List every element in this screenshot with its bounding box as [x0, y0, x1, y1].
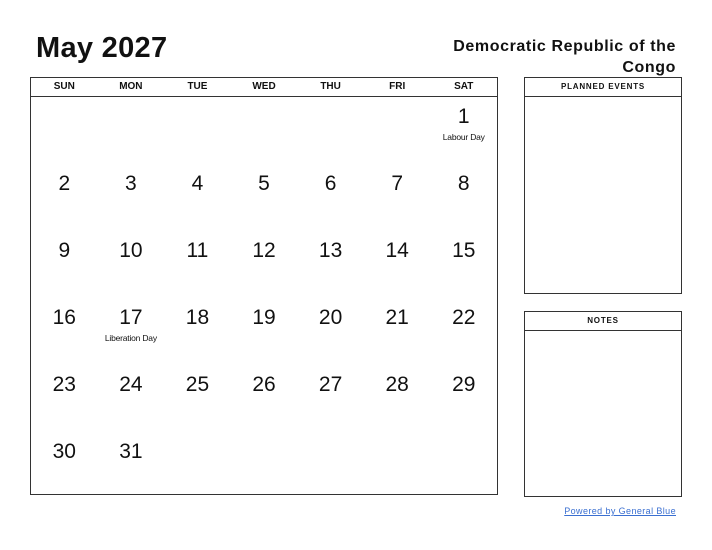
calendar-week-row: [31, 432, 497, 499]
weekday-label: FRI: [389, 81, 406, 92]
day-number: 25: [185, 373, 210, 396]
powered-by-link[interactable]: Powered by General Blue: [564, 506, 676, 516]
calendar-day-cell: [98, 231, 165, 298]
notes-panel: [524, 311, 682, 497]
calendar-day-cell: [31, 164, 98, 231]
weekday-label: WED: [252, 81, 276, 92]
day-number: 12: [252, 239, 276, 262]
weekday-label: THU: [320, 81, 341, 92]
calendar-day-cell: [364, 365, 431, 432]
calendar-day-cell: [297, 97, 364, 164]
day-number: 30: [52, 440, 76, 463]
calendar-day-cell: [98, 97, 165, 164]
calendar-day-cell: [297, 164, 364, 231]
day-number: 20: [318, 306, 343, 329]
calendar-day-cell: [164, 298, 231, 365]
calendar-day-cell: [231, 298, 298, 365]
calendar-day-cell: [164, 365, 231, 432]
calendar-day-cell: [98, 365, 165, 432]
calendar-day-cell: [31, 432, 98, 499]
calendar-day-cell: [364, 231, 431, 298]
calendar-day-cell: [430, 432, 497, 499]
calendar-day-cell: [297, 365, 364, 432]
calendar-day-cell: [364, 164, 431, 231]
day-number: 2: [58, 172, 71, 195]
holiday-label: Labour Day: [442, 132, 485, 142]
day-number: 18: [185, 306, 210, 329]
day-number: 27: [318, 373, 343, 396]
notes-header: NOTES: [525, 312, 681, 331]
calendar-day-cell: [31, 97, 98, 164]
day-number: 17: [119, 306, 143, 329]
weekday-label: SUN: [53, 81, 75, 92]
day-number: 11: [186, 239, 209, 262]
day-number: 24: [119, 373, 143, 396]
calendar-day-cell: [231, 365, 298, 432]
day-number: 10: [119, 239, 143, 262]
calendar-week-row: [31, 97, 497, 164]
day-number: 16: [52, 306, 76, 329]
calendar-week-row: [31, 365, 497, 432]
planned-events-panel: [524, 77, 682, 294]
day-number: 9: [58, 239, 71, 262]
day-number: 28: [385, 373, 409, 396]
planned-events-header: PLANNED EVENTS: [525, 78, 681, 97]
holiday-label: Liberation Day: [104, 333, 157, 343]
weekday-label: MON: [119, 81, 143, 92]
calendar-week-row: [31, 164, 497, 231]
calendar-day-cell: [364, 298, 431, 365]
calendar-day-cell: [430, 298, 497, 365]
calendar-day-cell: [164, 231, 231, 298]
calendar-day-cell: [164, 164, 231, 231]
day-number: 14: [385, 239, 409, 262]
calendar-day-cell: [430, 231, 497, 298]
day-number: 7: [391, 172, 404, 195]
calendar-day-cell: [231, 97, 298, 164]
day-number: 26: [252, 373, 276, 396]
day-number: 13: [318, 239, 343, 262]
calendar-day-cell: [31, 298, 98, 365]
calendar-day-cell: [430, 365, 497, 432]
calendar-day-cell: [31, 231, 98, 298]
calendar-day-cell: [31, 365, 98, 432]
calendar-day-cell: [297, 298, 364, 365]
day-number: 6: [324, 172, 337, 195]
weekday-label: TUE: [187, 81, 208, 92]
calendar-day-cell: [297, 231, 364, 298]
calendar-week-row: [31, 231, 497, 298]
country-name: Democratic Republic of the Congo: [453, 38, 676, 76]
day-number: 15: [452, 239, 476, 262]
day-number: 3: [125, 172, 137, 195]
calendar-day-cell: [364, 97, 431, 164]
day-number: 29: [452, 373, 476, 396]
weekday-header: [31, 78, 497, 97]
day-number: 8: [457, 172, 470, 195]
month-calendar: [30, 77, 498, 495]
day-number: 4: [191, 172, 204, 195]
calendar-day-cell: [98, 298, 165, 365]
calendar-grid: [31, 97, 497, 499]
calendar-day-cell: [297, 432, 364, 499]
day-number: 1: [457, 105, 470, 128]
calendar-day-cell: [364, 432, 431, 499]
calendar-day-cell: [164, 97, 231, 164]
calendar-day-cell: [231, 231, 298, 298]
day-number: 19: [252, 306, 276, 329]
day-number: 31: [119, 440, 143, 463]
weekday-label: SAT: [454, 81, 474, 92]
calendar-day-cell: [231, 432, 298, 499]
calendar-day-cell: [98, 432, 165, 499]
day-number: 22: [452, 306, 476, 329]
calendar-day-cell: [430, 164, 497, 231]
day-number: 5: [258, 172, 270, 195]
calendar-week-row: [31, 298, 497, 365]
calendar-day-cell: [164, 432, 231, 499]
calendar-day-cell: [98, 164, 165, 231]
day-number: 23: [52, 373, 76, 396]
calendar-day-cell: [430, 97, 497, 164]
day-number: 21: [385, 306, 409, 329]
calendar-day-cell: [231, 164, 298, 231]
page-title: May 2027: [36, 32, 168, 64]
